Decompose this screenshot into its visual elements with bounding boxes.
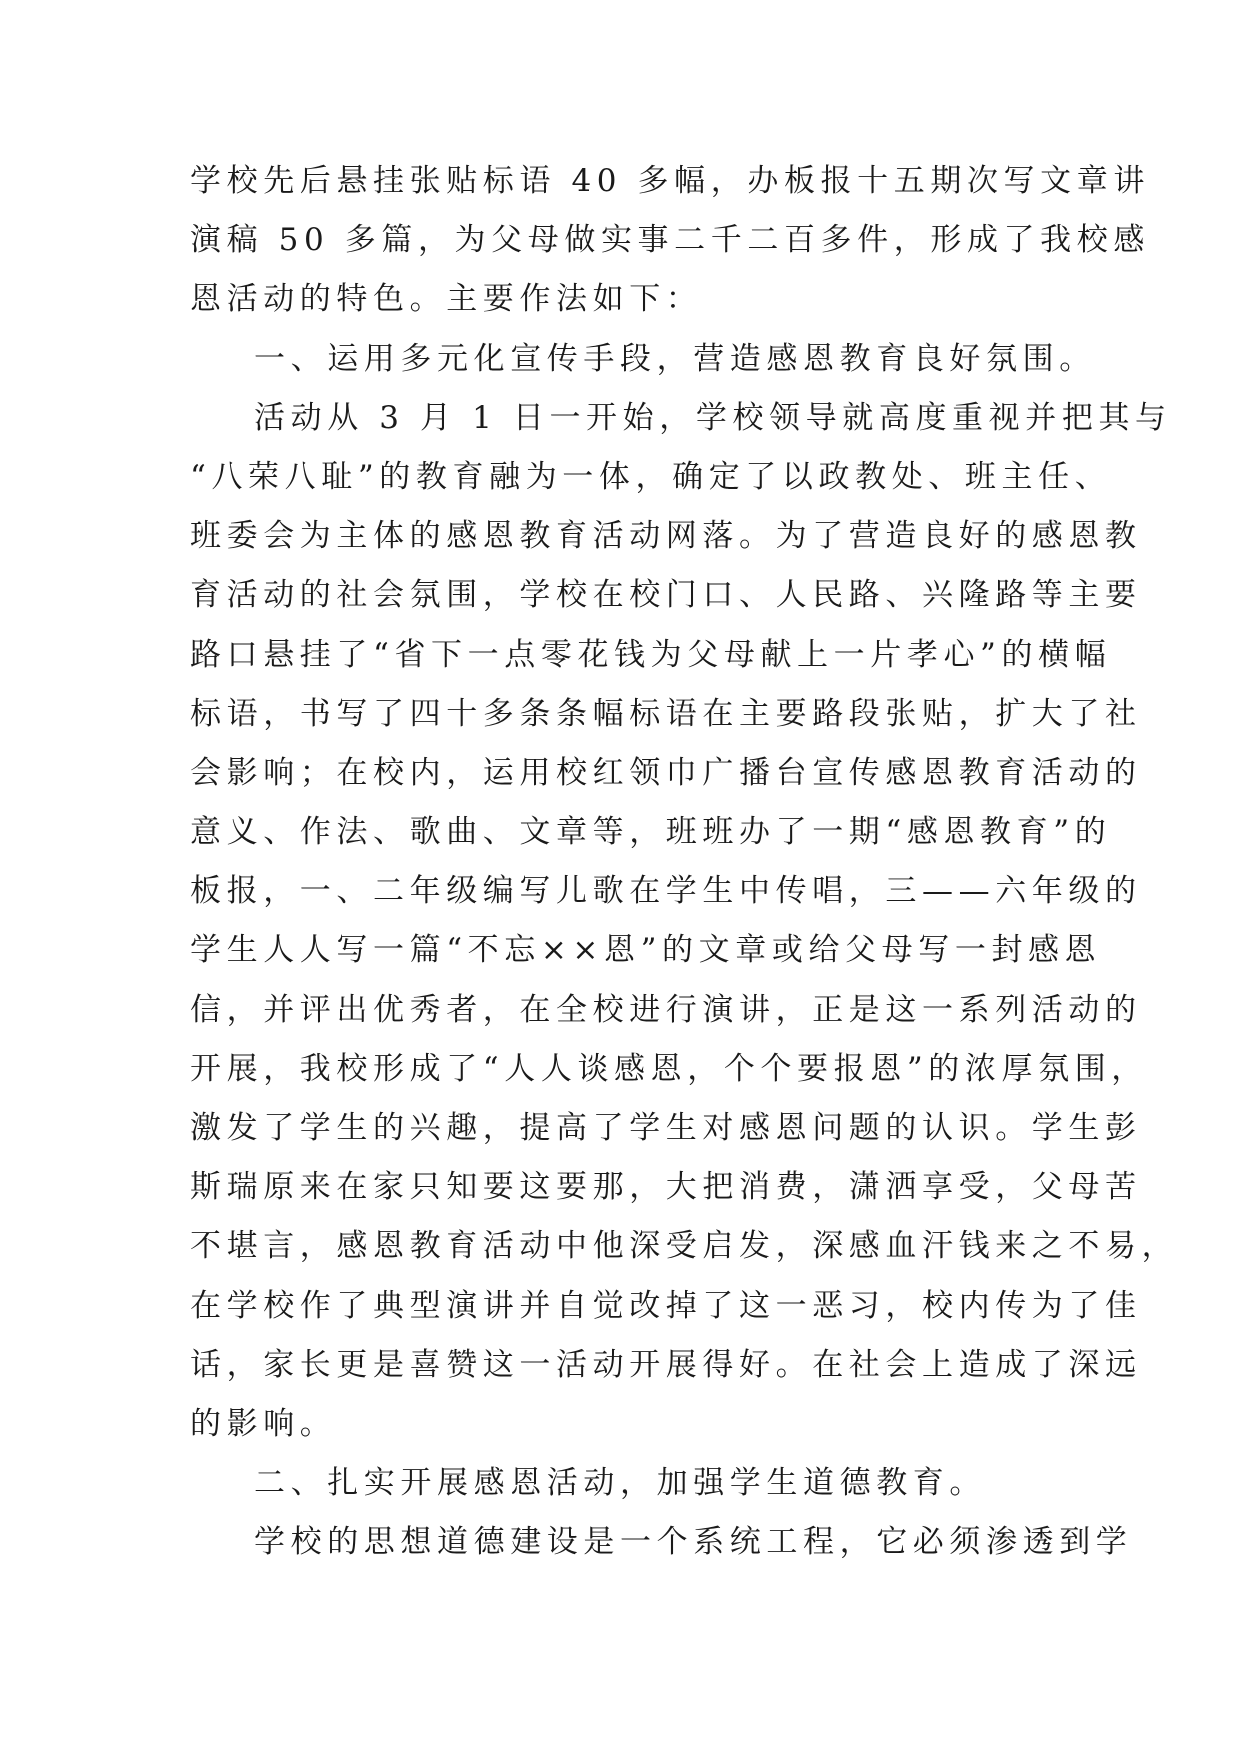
text-line: 的影响。 (190, 1405, 337, 1442)
text-line: 斯瑞原来在家只知要这要那，大把消费，潇洒享受，父母苦 (190, 1169, 1142, 1206)
text-line: 不堪言，感恩教育活动中他深受启发，深感血汗钱来之不易， (190, 1228, 1179, 1265)
text-line: 恩活动的特色。主要作法如下： (190, 281, 703, 318)
text-line: 在学校作了典型演讲并自觉改掉了这一恶习，校内传为了佳 (190, 1287, 1142, 1324)
text-line: 育活动的社会氛围，学校在校门口、人民路、兴隆路等主要 (190, 577, 1142, 614)
text-line: 话，家长更是喜赞这一活动开展得好。在社会上造成了深远 (190, 1346, 1142, 1383)
text-line: 学校先后悬挂张贴标语 40 多幅，办板报十五期次写文章讲 (190, 163, 1150, 199)
section-heading: 二、扎实开展感恩活动，加强学生道德教育。 (254, 1465, 986, 1502)
text-line: “八荣八耻”的教育融为一体，确定了以政教处、班主任、 (190, 458, 1112, 495)
section-heading: 一、运用多元化宣传手段，营造感恩教育良好氛围。 (254, 340, 1096, 377)
text-line: 活动从 3 月 1 日一开始，学校领导就高度重视并把其与 (254, 399, 1172, 436)
text-line: 信，并评出优秀者，在全校进行演讲，正是这一系列活动的 (190, 991, 1142, 1028)
text-line: 班委会为主体的感恩教育活动网落。为了营造良好的感恩教 (190, 518, 1142, 555)
text-line: 演稿 50 多篇，为父母做实事二千二百多件，形成了我校感 (190, 222, 1150, 259)
text-line: 会影响；在校内，运用校红领巾广播台宣传感恩教育活动的 (190, 754, 1142, 791)
text-line: 标语，书写了四十多条条幅标语在主要路段张贴，扩大了社 (190, 695, 1142, 732)
text-line: 板报，一、二年级编写儿歌在学生中传唱，三——六年级的 (190, 873, 1142, 910)
text-line: 开展，我校形成了“人人谈感恩，个个要报恩”的浓厚氛围， (190, 1050, 1148, 1087)
text-line: 学校的思想道德建设是一个系统工程，它必须渗透到学 (254, 1524, 1133, 1561)
text-line: 激发了学生的兴趣，提高了学生对感恩问题的认识。学生彭 (190, 1110, 1142, 1146)
document-body (190, 152, 1179, 1573)
text-line: 意义、作法、歌曲、文章等，班班办了一期“感恩教育”的 (190, 814, 1112, 851)
text-line: 路口悬挂了“省下一点零花钱为父母献上一片孝心”的横幅 (190, 636, 1112, 673)
text-line: 学生人人写一篇“不忘××恩”的文章或给父母写一封感恩 (190, 932, 1102, 969)
